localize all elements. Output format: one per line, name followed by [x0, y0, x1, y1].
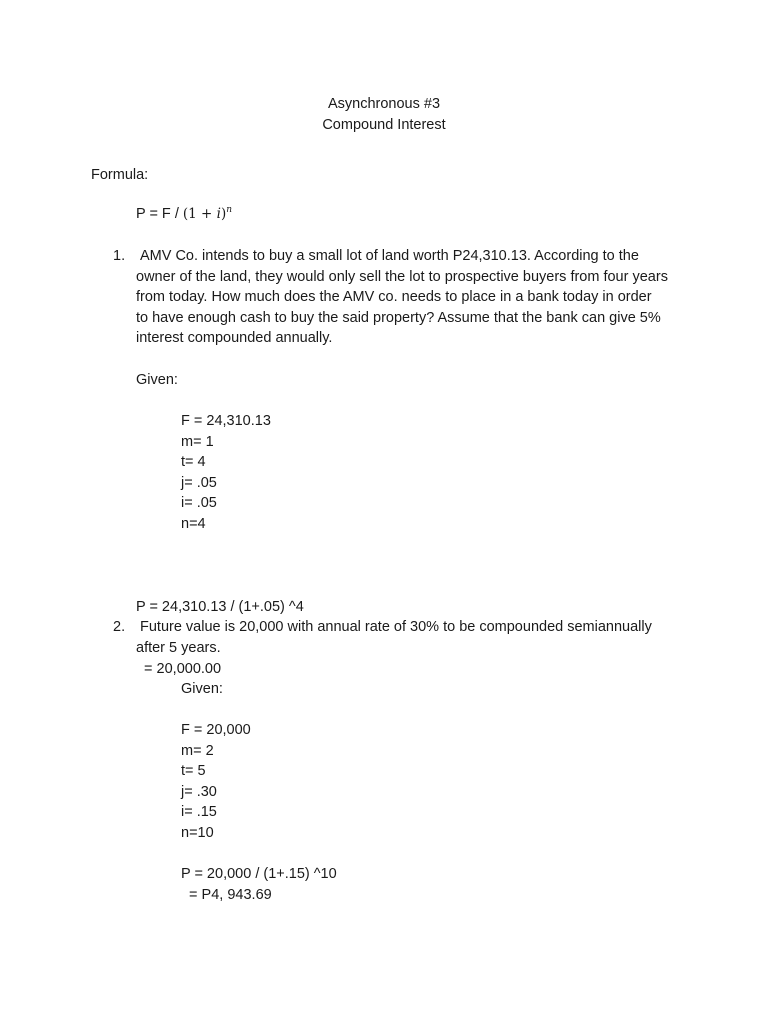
solution-line: P = 24,310.13 / (1+.05) ^4: [136, 599, 304, 616]
formula-base-var: i: [216, 206, 221, 222]
given-item: j= .05: [181, 474, 217, 491]
problem-1-given-list: [181, 411, 271, 535]
formula-math: [183, 206, 232, 222]
formula-base-open: (1 +: [182, 206, 217, 222]
problem-2-given-list: [181, 720, 251, 844]
problem-1-text: [136, 246, 696, 349]
given-item: n=10: [181, 824, 214, 841]
solution-line: = P4, 943.69: [181, 886, 272, 903]
given-item: m= 1: [181, 433, 214, 450]
given-item: n=4: [181, 515, 206, 532]
solution-line: = 20,000.00: [136, 660, 222, 677]
formula-base-close: ): [220, 206, 227, 222]
given-item: t= 4: [181, 454, 206, 471]
problem-1-line: from today. How much does the AMV co. needs to place in a bank today in order: [136, 289, 652, 306]
document-subtitle: Compound Interest: [322, 117, 446, 133]
formula-prefix: P = F /: [136, 206, 183, 222]
given-item: F = 24,310.13: [181, 413, 271, 429]
formula-label: Formula:: [91, 167, 149, 183]
problem-2-solution: [181, 864, 337, 905]
problem-2-given-label: Given:: [181, 681, 223, 697]
given-item: i= .15: [181, 804, 217, 821]
problem-1-number: 1.: [113, 248, 126, 264]
title-block: [0, 94, 768, 136]
problem-1-line: owner of the land, they would only sell the lot to prospective buyers from four years: [136, 268, 668, 285]
solution-line: P = 20,000 / (1+.15) ^10: [181, 866, 337, 882]
problem-1-line: interest compounded annually.: [136, 330, 333, 347]
formula-exponent: n: [226, 205, 233, 215]
problem-1-line: AMV Co. intends to buy a small lot of land worth P24,310.13. According to the: [140, 248, 639, 264]
problem-2-line: Future value is 20,000 with annual rate of 30% to be compounded semiannually: [140, 619, 652, 635]
given-item: F = 20,000: [181, 722, 251, 738]
problem-2-line: after 5 years.: [136, 639, 221, 656]
given-item: m= 2: [181, 742, 214, 759]
document-title: Asynchronous #3: [327, 96, 441, 112]
given-item: j= .30: [181, 783, 217, 800]
problem-2-text: [136, 617, 696, 658]
given-item: t= 5: [181, 763, 206, 780]
problem-1-line: to have enough cash to buy the said property? Assume that the bank can give 5%: [136, 309, 661, 326]
formula: [136, 200, 232, 225]
given-item: i= .05: [181, 495, 217, 512]
problem-2-number: 2.: [113, 619, 126, 635]
problem-1-given-label: Given:: [136, 372, 178, 388]
